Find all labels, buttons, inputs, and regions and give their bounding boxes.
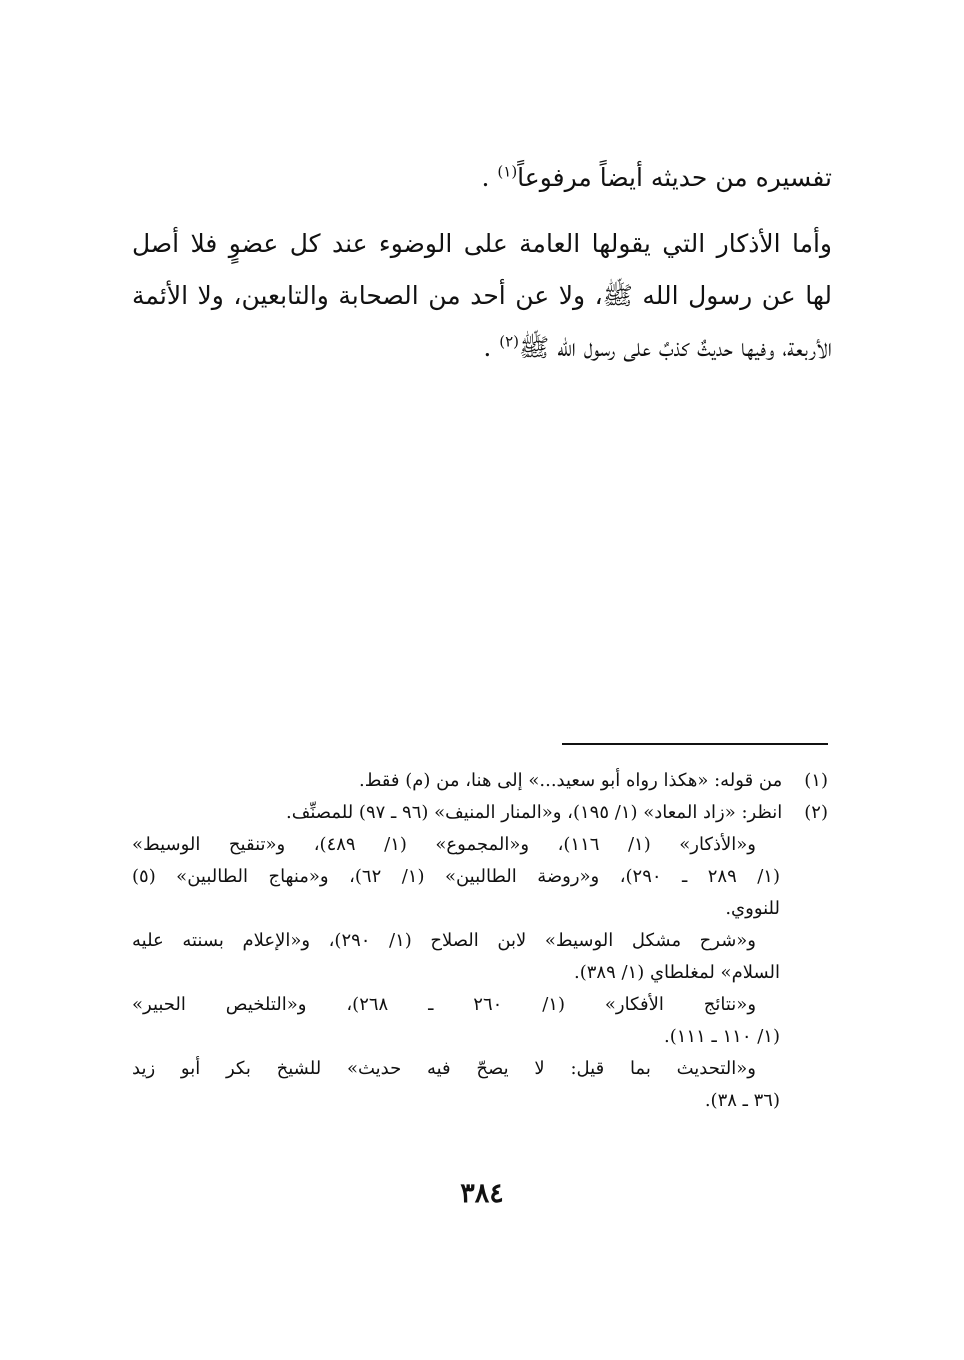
main-text-line-1-content: تفسيره من حديثه أيضاً مرفوعاً [517, 163, 832, 192]
footnote-2-text: انظر: «زاد المعاد» (١/ ١٩٥)، و«المنار المنيف» (٩٦ ـ ٩٧) للمصنِّف. [285, 802, 783, 823]
footnote-2-line-6: و«نتائج الأفكار» (١/ ٢٦٠ ـ ٢٦٨)، و«التلخيص الحبير» [132, 994, 757, 1015]
main-text-line-4-end: . [483, 333, 500, 362]
footnote-1-text: من قوله: «هكذا رواه أبو سعيد...» إلى هنا، من (م) فقط. [359, 770, 783, 791]
footnote-ref-1[interactable]: (١) [497, 162, 518, 181]
main-text-line-1-end: . [481, 163, 498, 192]
main-text-line-3: لها عن رسول الله ﷺ، ولا عن أحد من الصحابة والتابعين، ولا الأئمة [132, 281, 832, 310]
main-text-line-4-content: الأربعة، وفيها حديثٌ كذبٌ على رسول الله ﷺ [519, 333, 832, 362]
footnote-2-number: (٢) [804, 802, 828, 823]
footnotes [132, 765, 828, 1117]
footnote-2-line-9: (٣٦ ـ ٣٨). [704, 1090, 780, 1111]
main-paragraph [132, 218, 832, 374]
footnote-2-line-2: (١/ ٢٨٩ ـ ٢٩٠)، و«روضة الطالبين» (١/ ٦٢)، و«منهاج الطالبين» (٥) [132, 866, 780, 887]
main-text-line-1 [132, 152, 832, 204]
footnote-ref-2[interactable]: (٢) [499, 332, 520, 351]
footnote-2-line-5: السلام» لمغلطاي (١/ ٣٨٩). [573, 962, 780, 983]
footnote-2-line-1: و«الأذكار» (١/ ١١٦)، و«المجموع» (١/ ٤٨٩)، و«تنقيح الوسيط» [132, 834, 756, 855]
footnote-2-line-3: للنووي. [725, 898, 780, 919]
main-text-line-2: وأما الأذكار التي يقولها العامة على الوضوء عند كل عضوٍ فلا أصل [132, 229, 832, 258]
footnote-2-line-8: و«التحديث بما قيل: لا يصحّ فيه حديث» للشيخ بكر أبو زيد [132, 1058, 756, 1079]
footnote-separator [562, 743, 828, 745]
footnote-2 [132, 797, 828, 829]
footnote-2-line-7: (١/ ١١٠ ـ ١١١). [664, 1026, 780, 1047]
footnote-1 [132, 765, 828, 797]
footnote-1-number: (١) [804, 770, 828, 791]
main-text-line-4 [132, 322, 832, 374]
footnote-2-line-4: و«شرح مشكل الوسيط» لابن الصلاح (١/ ٢٩٠)، و«الإعلام بسنته عليه [132, 930, 756, 951]
page-number: ٣٨٤ [460, 1178, 504, 1209]
